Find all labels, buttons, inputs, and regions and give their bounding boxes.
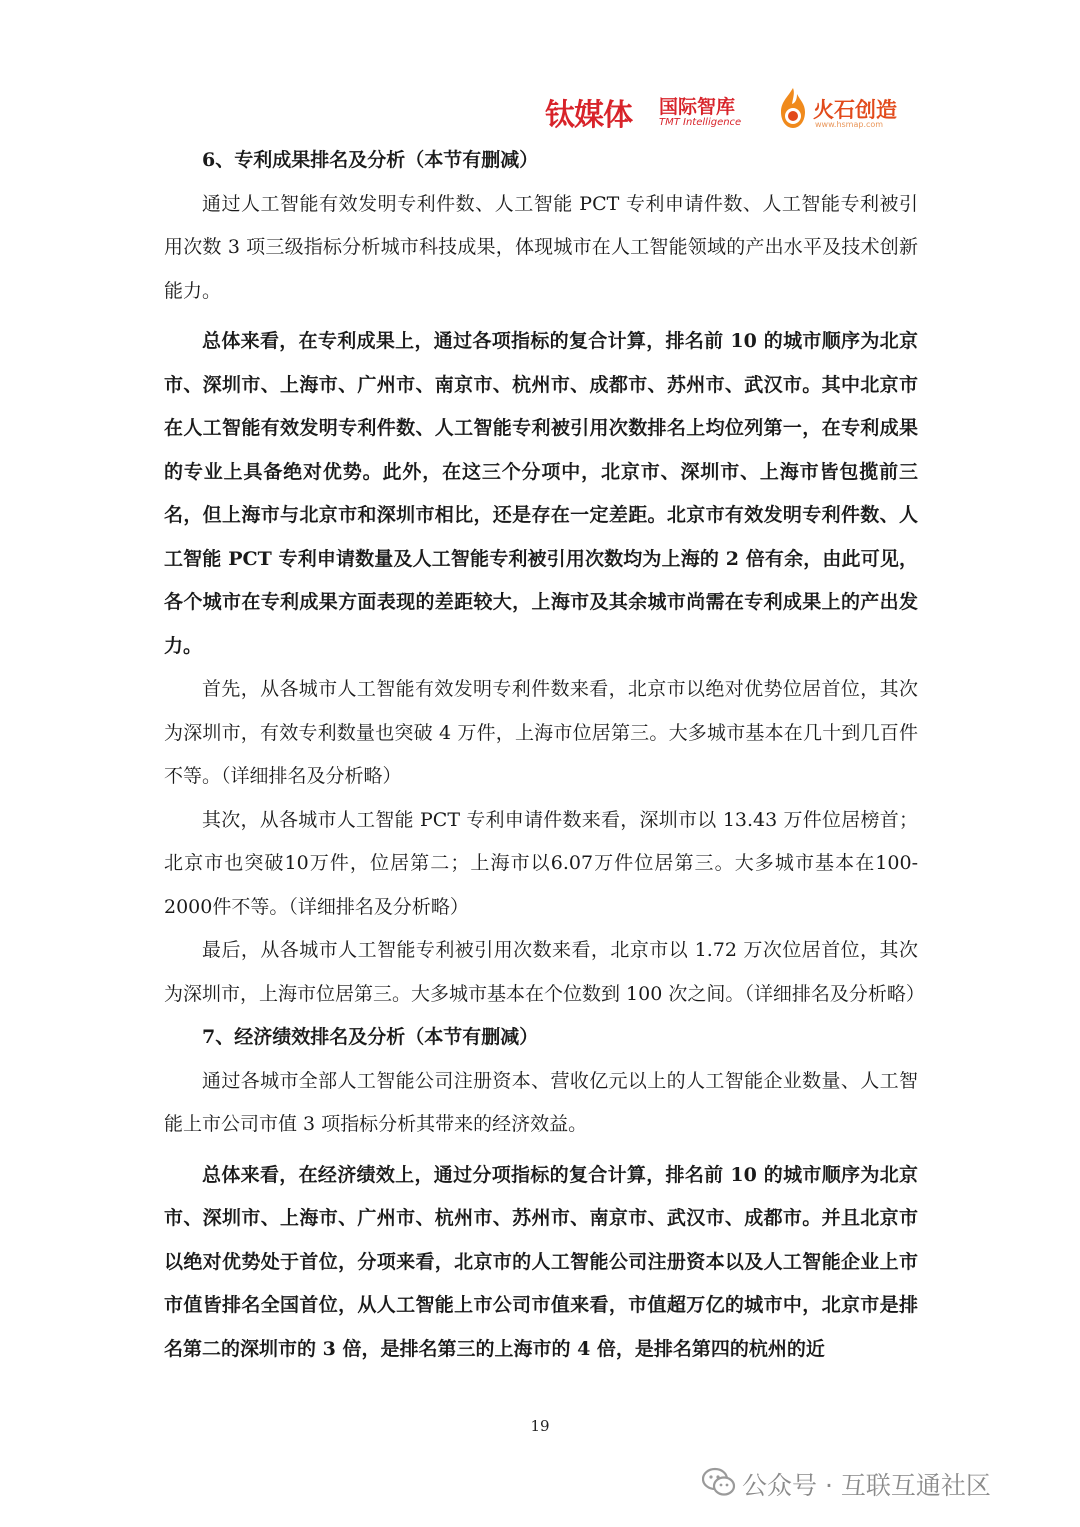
section-6-intro: 通过人工智能有效发明专利件数、人工智能 PCT 专利申请件数、人工智能专利被引用次数 3 项三级指标分析城市科技成果，体现城市在人工智能领域的产出水平及技术创新能力。 (164, 192, 918, 302)
section-6-summary: 总体来看，在专利成果上，通过各项指标的复合计算，排名前 10 的城市顺序为北京市、深圳市、上海市、广州市、南京市、杭州市、成都市、苏州市、武汉市。其中北京市在人工智能有效发明专利件数、人工智能专利被引用次数排名上均位列第一，在专利成果的专业上具备绝对优势。此外，在这三个分项中，北京市、深圳市、上海市皆包揽前三名，但上海市与北京市和深圳市相比，还是存在一定差距。北京市有效发明专利件数、人工智能 PCT 专利申请数量及人工智能专利被引用次数均为上海的 2 倍有余，由此可见，各个城市在专利成果方面表现的差距较大，上海市及其余城市尚需在专利成果上的产出发力。 (164, 330, 918, 657)
tmt-logo-en: TMT Intelligence (659, 117, 742, 128)
document-body (164, 139, 925, 1371)
wechat-icon (702, 1467, 736, 1497)
flame-icon (777, 86, 809, 130)
section-7-intro: 通过各城市全部人工智能公司注册资本、营收亿元以上的人工智能企业数量、人工智能上市公司市值 3 项指标分析其带来的经济效益。 (164, 1069, 918, 1135)
hsmap-logo-name: 火石创造 (813, 98, 897, 122)
page-number: 19 (530, 1417, 550, 1435)
header-logos (545, 84, 905, 134)
hsmap-logo (777, 86, 907, 132)
section-6-para-2: 其次，从各城市人工智能 PCT 专利申请件数来看，深圳市以 13.43 万件位居榜首；北京市也突破10万件，位居第二；上海市以6.07万件位居第三。大多城市基本在100-2000件不等。（详细排名及分析略） (164, 808, 918, 918)
section-6-para-3: 最后，从各城市人工智能专利被引用次数来看，北京市以 1.72 万次位居首位，其次为深圳市，上海市位居第三。大多城市基本在个位数到 100 次之间。（详细排名及分析略） (164, 939, 925, 1005)
section-6-heading: 6、专利成果排名及分析（本节有删减） (202, 149, 539, 171)
tmt-logo (545, 90, 750, 134)
tmt-logo-main: 钛媒体 (545, 98, 632, 133)
hsmap-logo-url: www.hsmap.com (815, 120, 884, 129)
watermark-text: 公众号 · 互联互通社区 (742, 1471, 991, 1500)
tmt-logo-sub: 国际智库 (659, 96, 736, 118)
section-6-para-1: 首先，从各城市人工智能有效发明专利件数来看，北京市以绝对优势位居首位，其次为深圳市，有效专利数量也突破 4 万件，上海市位居第三。大多城市基本在几十到几百件不等。（详细排名及分析略） (164, 678, 918, 787)
wechat-watermark (702, 1462, 1062, 1502)
section-7-summary: 总体来看，在经济绩效上，通过分项指标的复合计算，排名前 10 的城市顺序为北京市、深圳市、上海市、广州市、杭州市、苏州市、南京市、武汉市、成都市。并且北京市以绝对优势处于首位，分项来看，北京市的人工智能公司注册资本以及人工智能企业上市市值皆排名全国首位，从人工智能上市公司市值来看，市值超万亿的城市中，北京市是排名第二的深圳市的 3 倍，是排名第三的上海市的 4 倍，是排名第四的杭州的近 (164, 1163, 918, 1360)
section-7-heading: 7、经济绩效排名及分析（本节有删减） (202, 1026, 539, 1048)
